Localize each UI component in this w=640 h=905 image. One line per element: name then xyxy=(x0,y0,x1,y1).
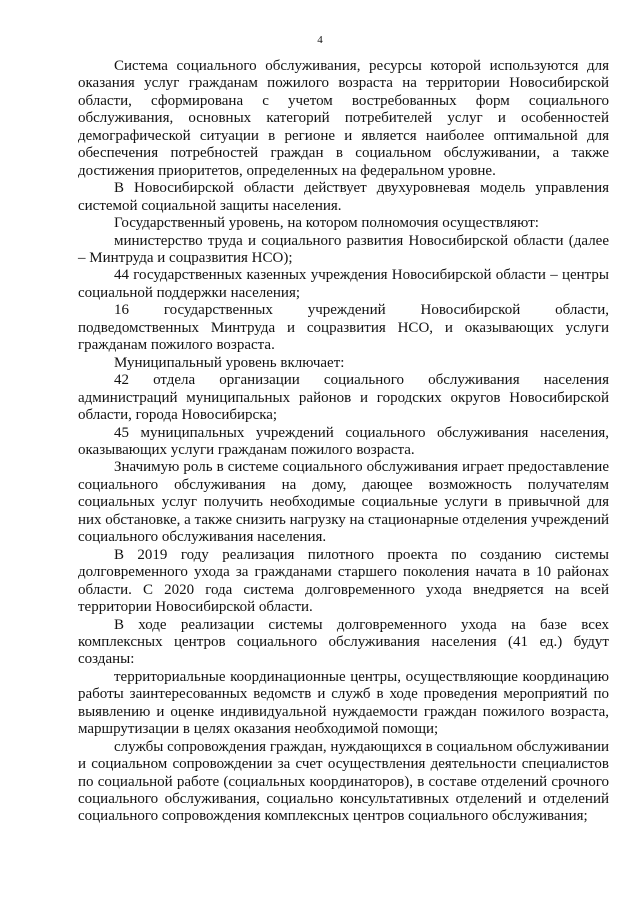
paragraph-two-level-model: В Новосибирской области действует двухуровневая модель управления системой социальной защиты населения. xyxy=(78,180,609,214)
paragraph-ministry: министерство труда и социального развития Новосибирской области (далее – Минтруда и соцразвития НСО); xyxy=(78,232,609,266)
page-number: 4 xyxy=(317,34,323,46)
paragraph-pilot-project: В 2019 году реализация пилотного проекта по созданию системы долговременного ухода за гражданами старшего поколения начата в 10 районах области. С 2020 года система долговременного ухода внедряется на всей территории Новосибирской области. xyxy=(78,546,609,616)
paragraph-home-services: Значимую роль в системе социального обслуживания играет предоставление социального обслуживания на дому, дающее возможность получателям социальных услуг получить необходимые социальные услуги в привычной для них обстановке, а также снизить нагрузку на стационарные отделения учреждений социального обслуживания населения. xyxy=(78,459,610,546)
paragraph-municipal-institutions: 45 муниципальных учреждений социального обслуживания населения, оказывающих услуги гражданам пожилого возраста. xyxy=(78,424,609,458)
paragraph-support-centers: 44 государственных казенных учреждения Новосибирской области – центры социальной поддержки населения; xyxy=(78,267,609,301)
paragraph-state-level: Государственный уровень, на котором полномочия осуществляют: xyxy=(114,215,539,232)
paragraph-state-institutions: 16 государственных учреждений Новосибирской области, подведомственных Минтруда и соцразвития НСО, и оказывающих услуги гражданам пожилого возраста. xyxy=(78,302,609,354)
paragraph-support-services: службы сопровождения граждан, нуждающихся в социальном обслуживании и социальном сопровождении за счет осуществления деятельности специалистов по социальной работе (социальных координаторов), в составе отделений срочного социального обслуживания, социально консультативных отделений и отделений социального сопровождения комплексных центров социального обслуживания; xyxy=(78,738,609,825)
paragraph-social-service-system: Система социального обслуживания, ресурсы которой используются для оказания услуг гражданам пожилого возраста на территории Новосибирской области, сформирована с учетом востребованных форм социального обслуживания, основных категорий потребителей услуг и особенностей демографической ситуации в регионе и является наиболее оптимальной для обеспечения потребностей граждан в социальном обслуживании, а также достижения приоритетов, определенных на федеральном уровне. xyxy=(78,58,609,179)
paragraph-municipal-level: Муниципальный уровень включает: xyxy=(114,354,345,371)
paragraph-coordination-centers: территориальные координационные центры, осуществляющие координацию работы заинтересованных ведомств и служб в ходе проведения мероприятий по выявлению и оценке индивидуальной нуждаемости граждан пожилого возраста, маршрутизации в целях оказания необходимой помощи; xyxy=(78,668,609,738)
paragraph-municipal-departments: 42 отдела организации социального обслуживания населения администраций муниципальных районов и городских округов Новосибирской области, города Новосибирска; xyxy=(78,372,609,424)
paragraph-long-term-care: В ходе реализации системы долговременного ухода на базе всех комплексных центров социального обслуживания населения (41 ед.) будут созданы: xyxy=(78,616,609,668)
document-body xyxy=(78,58,609,826)
